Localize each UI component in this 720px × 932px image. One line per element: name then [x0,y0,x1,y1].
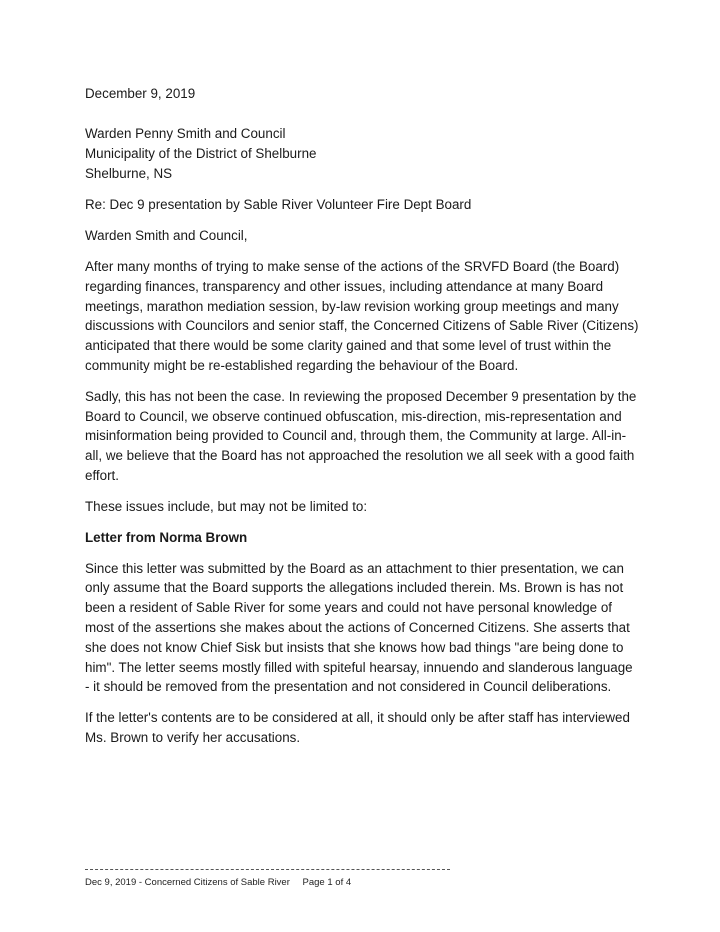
recipient-line: Municipality of the District of Shelburne [85,146,317,161]
page-footer [85,877,351,888]
section-paragraph: Since this letter was submitted by the Board as an attachment to thier presentation, we can only assume that the Board supports the allegations included therein. Ms. Brown is has not been a resident of Sable River for some years and could not have personal knowledge of most of the assertions she makes about the actions of Concerned Citizens. She asserts that she does not know Chief Sisk but insists that she knows how bad things "are being done to him". The letter seems mostly filled with spiteful hearsay, innuendo and slanderous language - it should be removed from the presentation and not considered in Council deliberations. [85,560,633,695]
letter-date: December 9, 2019 [85,86,196,101]
salutation: Warden Smith and Council, [85,228,248,243]
footer-page-number: Page 1 of 4 [302,877,352,888]
recipient-line: Warden Penny Smith and Council [85,126,286,141]
section-paragraph: If the letter's contents are to be considered at all, it should only be after staff has interviewed Ms. Brown to verify her accusations. [85,710,630,745]
footer-divider [85,869,450,870]
recipient-line: Shelburne, NS [85,166,173,181]
body-paragraph: Sadly, this has not been the case. In reviewing the proposed December 9 presentation by the Board to Council, we observe continued obfuscation, mis-direction, mis-representation and misinformation being provided to Council and, through them, the Community at large. All-in-all, we believe that the Board has not approached the resolution we all seek with a good faith effort. [85,388,637,483]
body-paragraph: After many months of trying to make sense of the actions of the SRVFD Board (the Board) regarding finances, transparency and other issues, including attendance at many Board meetings, marathon mediation session, by-law revision working group meetings and many discussions with Councilors and senior staff, the Concerned Citizens of Sable River (Citizens) anticipated that there would be some clarity gained and that some level of trust within the community might be re-established regarding the behaviour of the Board. [85,259,639,373]
body-paragraph: These issues include, but may not be limited to: [85,498,368,514]
recipient-address [85,124,640,184]
letter-body [85,84,640,759]
footer-source: Dec 9, 2019 - Concerned Citizens of Sable River [85,877,290,888]
subject-line: Re: Dec 9 presentation by Sable River Volunteer Fire Dept Board [85,197,472,212]
section-heading: Letter from Norma Brown [85,529,248,545]
